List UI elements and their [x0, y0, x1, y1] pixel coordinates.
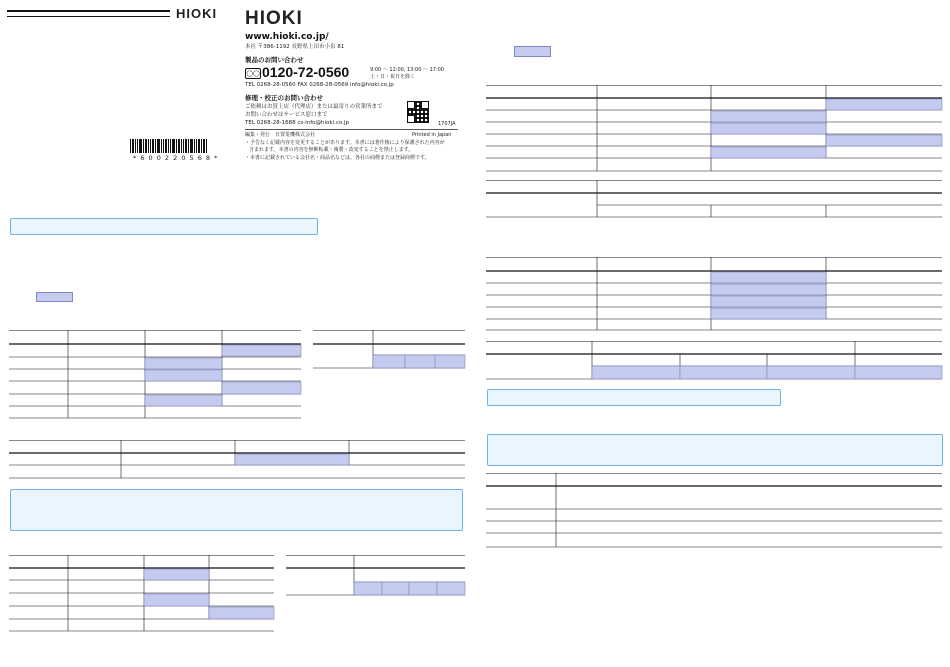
note-1b: 含まれます。本書の内容を無断転載・複製・改変することを禁止します。: [249, 147, 414, 153]
cover-brand-logo: HIOKI: [176, 6, 218, 21]
publisher: 編集・発行 日置電機株式会社: [245, 132, 316, 138]
note-1: ・予告なく記載内容を変更することがあります。本書には著作権により保護された内容が: [245, 140, 445, 146]
company-logo: HIOKI: [245, 8, 303, 29]
heading-bar-1: [10, 218, 318, 235]
repair-contact: TEL 0268-28-1688 cs-info@hioki.co.jp: [245, 120, 349, 126]
table-c: [9, 440, 466, 480]
qr-code: [407, 101, 429, 123]
table-e: [286, 555, 466, 597]
company-url: www.hioki.co.jp/: [245, 32, 329, 42]
cover-rule-2: [7, 16, 170, 17]
heading-bar-2: [487, 389, 781, 406]
printed-in: Printed in Japan: [412, 132, 452, 138]
table-a: [9, 330, 302, 420]
info-box-2: [487, 434, 943, 466]
tel-fax-email: TEL 0268-28-0560 FAX 0268-28-0569 info@hioki.co.jp: [245, 82, 394, 88]
note-2: ・本書に記載されている会社名・商品名などは、各社の商標または登録商標です。: [245, 155, 430, 161]
table-b: [313, 330, 466, 370]
table-i: [486, 341, 943, 381]
repair-line-2: お問い合わせはサービス窓口まで: [245, 112, 328, 118]
info-box-1: [10, 489, 463, 531]
company-address: 本社 〒386-1192 長野県上田市小泉 81: [245, 44, 345, 50]
highlight-chip-1: [36, 292, 73, 302]
table-f: [486, 85, 943, 173]
cover-rule-1: [7, 10, 170, 12]
barcode-text: * 6 0 0 2 2 0 5 6 8 *: [133, 154, 219, 162]
freedial-icon: ◯◯: [246, 70, 260, 77]
phone-hours-2: 土・日・祝日を除く: [370, 74, 416, 80]
table-j: [486, 473, 943, 549]
highlight-chip-2: [514, 46, 551, 57]
company-divider: [245, 129, 458, 130]
barcode: [130, 139, 208, 153]
table-g: [486, 180, 943, 220]
inquiry-title: 製品のお問い合わせ: [245, 56, 304, 64]
table-h: [486, 257, 943, 332]
table-d: [9, 555, 275, 633]
phone-hours-1: 9:00 〜 12:00, 13:00 〜 17:00: [370, 67, 444, 73]
repair-line-1: ご依頼はお買上店（代理店）または最寄りの営業所まで: [245, 104, 383, 110]
repair-title: 修理・校正のお問い合わせ: [245, 94, 323, 102]
doc-code: 1707JA: [438, 121, 456, 127]
phone-number: 0120-72-0560: [262, 64, 350, 80]
